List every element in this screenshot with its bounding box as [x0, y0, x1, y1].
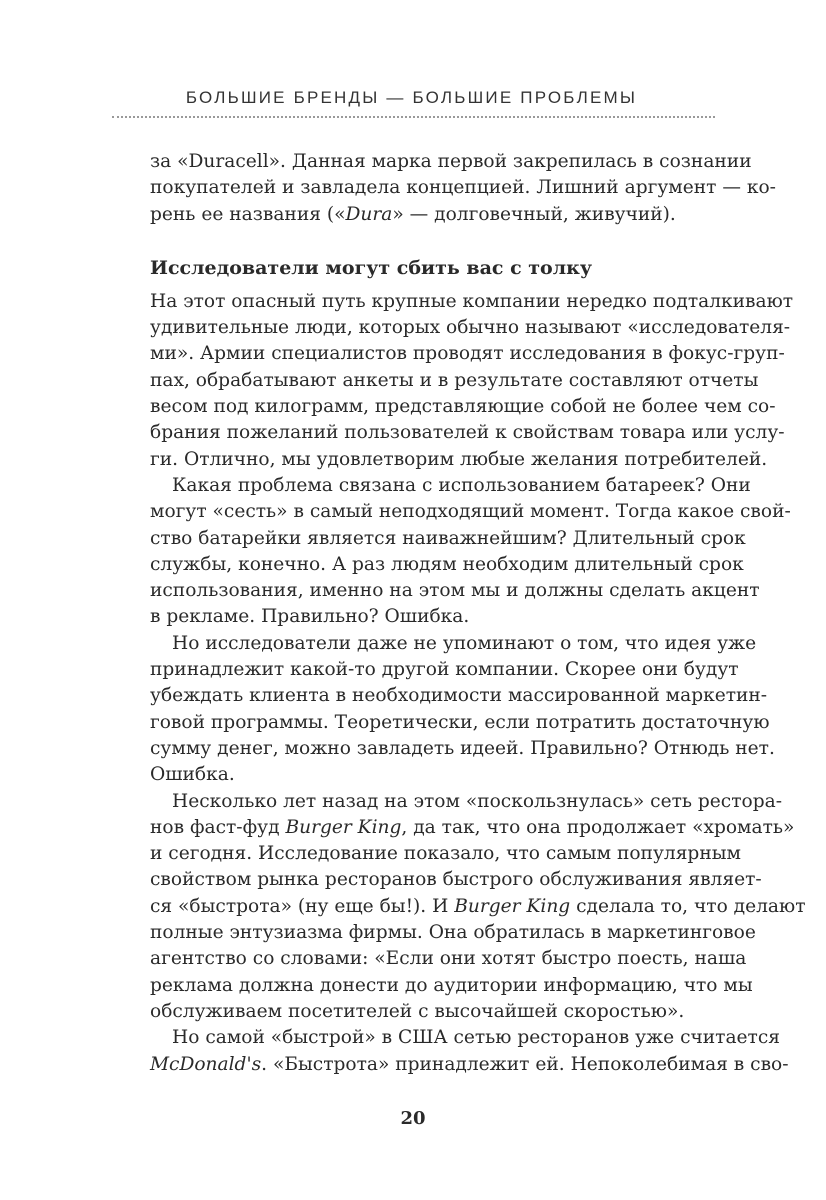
text-line [150, 149, 752, 175]
text-run: убеждать клиента в необходимости массированной маркетин- [150, 685, 768, 707]
text-run: сумму денег, можно завладеть идеей. Правильно? Отнюдь нет. [150, 737, 775, 759]
text-run: принадлежит какой-то другой компании. Скорее они будут [150, 659, 739, 681]
text-line [150, 315, 791, 341]
italic-term: McDonald's [150, 1053, 262, 1075]
text-run: службы, конечно. А раз людям необходим длительный срок [150, 553, 744, 575]
text-run: агентство со словами: «Если они хотят быстро поесть, наша [150, 948, 747, 970]
text-line [150, 447, 768, 473]
text-run: На этот опасный путь крупные компании нередко подталкивают [150, 290, 794, 312]
italic-term: Dura [345, 203, 393, 225]
text-run: Несколько лет назад на этом «поскользнулась» сеть рестора- [172, 790, 782, 812]
text-run: » — долговечный, живучий). [392, 203, 676, 225]
text-run: ги. Отлично, мы удовлетворим любые желания потребителей. [150, 448, 768, 470]
text-run: реклама должна донести до аудитории информацию, что мы [150, 974, 753, 996]
text-run: сделала то, что делают [570, 895, 806, 917]
text-line [150, 499, 791, 525]
text-line [150, 841, 741, 867]
paragraph [150, 789, 806, 1026]
text-run: использования, именно на этом мы и должны сделать акцент [150, 580, 760, 602]
text-line [150, 973, 753, 999]
intro-paragraph [150, 149, 776, 228]
italic-term: Burger King [454, 895, 571, 917]
text-run: свойством рынка ресторанов быстрого обслуживания являет- [150, 869, 762, 891]
text-line [150, 815, 795, 841]
text-run: ми». Армии специалистов проводят исследования в фокус-груп- [150, 343, 785, 365]
text-line [150, 946, 747, 972]
text-run: Ошибка. [150, 764, 235, 786]
section-heading: Исследователи могут сбить вас с толку [150, 256, 592, 279]
page-number: 20 [400, 1108, 426, 1129]
paragraph [150, 473, 791, 631]
text-run: и сегодня. Исследование показало, что самым популярным [150, 843, 741, 865]
text-run: покупателей и завладела концепцией. Лишний аргумент — ко- [150, 177, 776, 199]
text-run: . «Быстрота» принадлежит ей. Непоколебимая в сво- [261, 1053, 789, 1075]
text-run: ся «быстрота» (ну еще бы!). И [150, 895, 455, 917]
text-line [150, 552, 744, 578]
text-line [150, 657, 739, 683]
text-run: рень ее названия (« [150, 203, 346, 225]
text-line [150, 394, 776, 420]
text-line [150, 578, 760, 604]
text-run: ство батарейки является наиважнейшим? Длительный срок [150, 527, 746, 549]
text-run: удивительные люди, которых обычно называют «исследователя- [150, 317, 791, 339]
text-line [150, 604, 674, 630]
text-line [150, 202, 674, 228]
text-run: пах, обрабатывают анкеты и в результате составляют отчеты [150, 369, 759, 391]
text-run: нов фаст-фуд [150, 816, 286, 838]
text-run: Но исследователи даже не упоминают о том, что идея уже [172, 632, 757, 654]
text-line [150, 920, 756, 946]
text-run: полные энтузиазма фирмы. Она обратилась в маркетинговое [150, 922, 756, 944]
text-line [150, 789, 782, 815]
text-line [150, 631, 757, 657]
paragraph [150, 631, 775, 789]
text-line [150, 999, 685, 1025]
text-line [150, 762, 674, 788]
text-run: могут «сесть» в самый неподходящий момент. Тогда какое свой- [150, 501, 791, 523]
text-line [150, 710, 770, 736]
paragraph [150, 1025, 789, 1078]
text-line [150, 473, 751, 499]
text-line [150, 894, 806, 920]
text-run: весом под килограмм, представляющие собой не более чем со- [150, 396, 776, 418]
text-run: говой программы. Теоретически, если потратить достаточную [150, 711, 770, 733]
text-run: обслуживаем посетителей с высочайшей скоростью». [150, 1000, 685, 1022]
text-line [150, 1025, 780, 1051]
text-run: Какая проблема связана с использованием батареек? Они [172, 474, 751, 496]
text-run: , да так, что она продолжает «хромать» [401, 816, 795, 838]
text-line [150, 1052, 789, 1078]
text-run: в рекламе. Правильно? Ошибка. [150, 606, 470, 628]
text-line [150, 175, 776, 201]
text-line [150, 368, 759, 394]
paragraph [150, 289, 794, 473]
text-line [150, 683, 768, 709]
text-line [150, 867, 762, 893]
text-run: за «Duracell». Данная марка первой закрепилась в сознании [150, 151, 752, 172]
page-body [150, 149, 806, 1078]
text-line [150, 341, 785, 367]
text-line [150, 526, 746, 552]
text-line [150, 289, 794, 315]
text-run: Но самой «быстрой» в США сетью ресторанов уже считается [172, 1027, 780, 1049]
running-head: БОЛЬШИЕ БРЕНДЫ — БОЛЬШИЕ ПРОБЛЕМЫ [185, 88, 638, 107]
italic-term: Burger King [285, 816, 402, 838]
text-line [150, 736, 775, 762]
header-divider [112, 116, 715, 118]
text-run: брания пожеланий пользователей к свойствам товара или услу- [150, 422, 785, 444]
text-line [150, 420, 785, 446]
